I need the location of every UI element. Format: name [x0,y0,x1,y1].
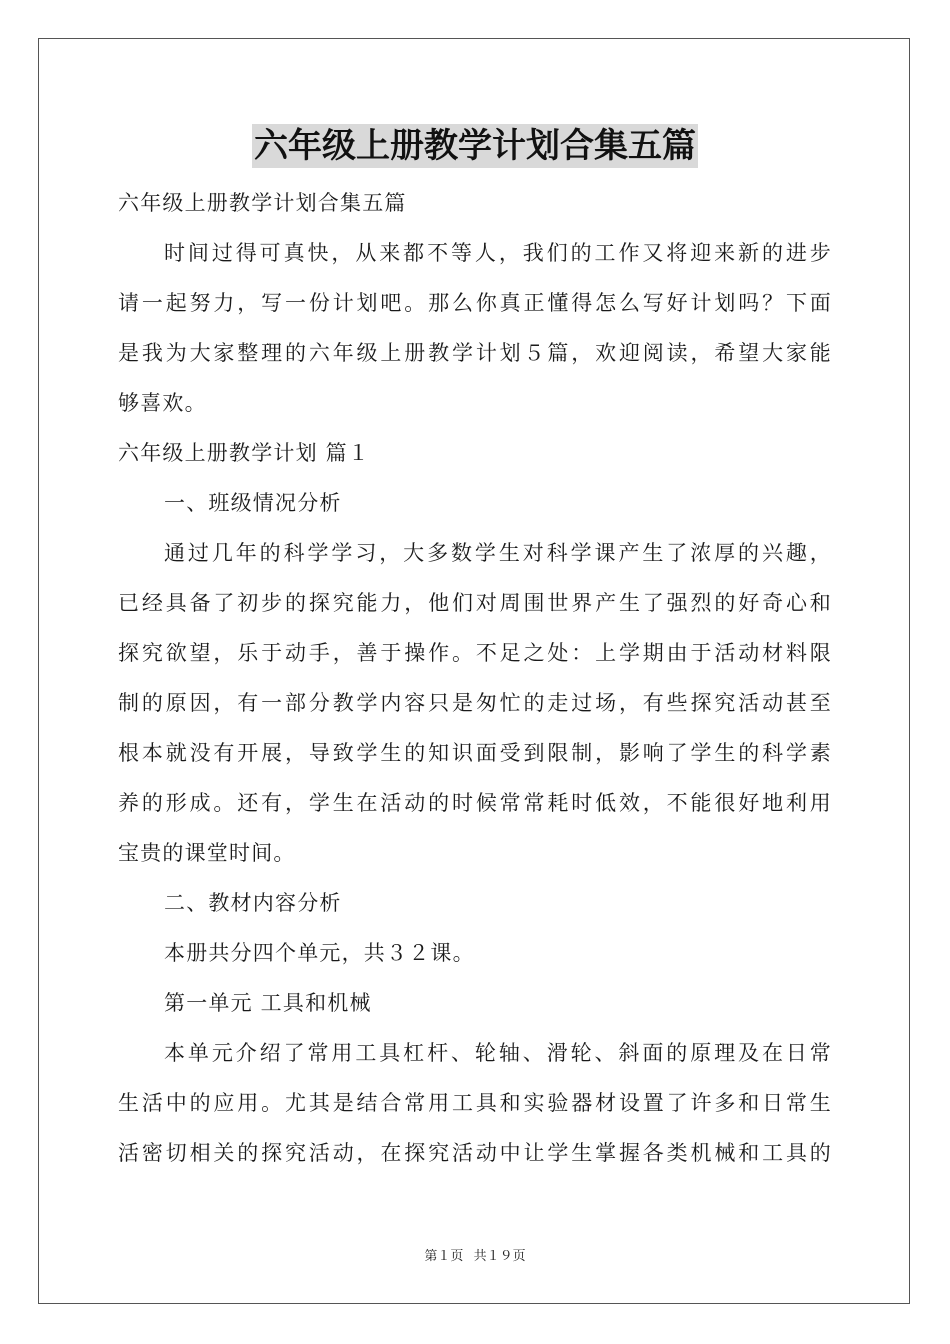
subheading-unit-1: 第一单元 工具和机械 [164,991,372,1015]
page-number: 第１页 [424,1249,464,1264]
body-line-18: 本单元介绍了常用工具杠杆、轮轴、滑轮、斜面的原理及在日常 [164,1041,832,1065]
subheading-textbook-analysis: 二、教材内容分析 [164,891,342,915]
title-wrap [0,124,950,168]
body-line-19: 生活中的应用。尤其是结合常用工具和实验器材设置了许多和日常生 [118,1091,832,1115]
subheading-class-analysis: 一、班级情况分析 [164,491,342,515]
body-line-14: 宝贵的课堂时间。 [118,841,296,865]
body-line-11: 制的原因，有一部分教学内容只是匆忙的走过场，有些探究活动甚至 [118,691,832,715]
body-line-4: 是我为大家整理的六年级上册教学计划５篇，欢迎阅读，希望大家能 [118,341,832,365]
body-line-12: 根本就没有开展，导致学生的知识面受到限制，影响了学生的科学素 [118,741,832,765]
body-line-5: 够喜欢。 [118,391,207,415]
section-heading-1: 六年级上册教学计划 篇１ [118,441,371,465]
body-line-10: 探究欲望，乐于动手，善于操作。不足之处：上学期由于活动材料限 [118,641,832,665]
document-title: 六年级上册教学计划合集五篇 [254,126,696,166]
body-line-9: 已经具备了初步的探究能力，他们对周围世界产生了强烈的好奇心和 [118,591,832,615]
body-line-13: 养的形成。还有，学生在活动的时候常常耗时低效，不能很好地利用 [118,791,832,815]
body-line-3: 请一起努力，写一份计划吧。那么你真正懂得怎么写好计划吗？下面 [118,291,832,315]
body-line-2: 时间过得可真快，从来都不等人，我们的工作又将迎来新的进步 [164,241,832,265]
document-body [118,178,832,1178]
body-line-20: 活密切相关的探究活动，在探究活动中让学生掌握各类机械和工具的 [118,1141,832,1165]
body-line-16: 本册共分四个单元，共３２课。 [164,941,475,965]
page-footer [0,1245,950,1264]
body-line-1: 六年级上册教学计划合集五篇 [118,191,407,215]
body-line-8: 通过几年的科学学习，大多数学生对科学课产生了浓厚的兴趣， [164,541,832,565]
page-total: 共１９页 [473,1249,526,1264]
